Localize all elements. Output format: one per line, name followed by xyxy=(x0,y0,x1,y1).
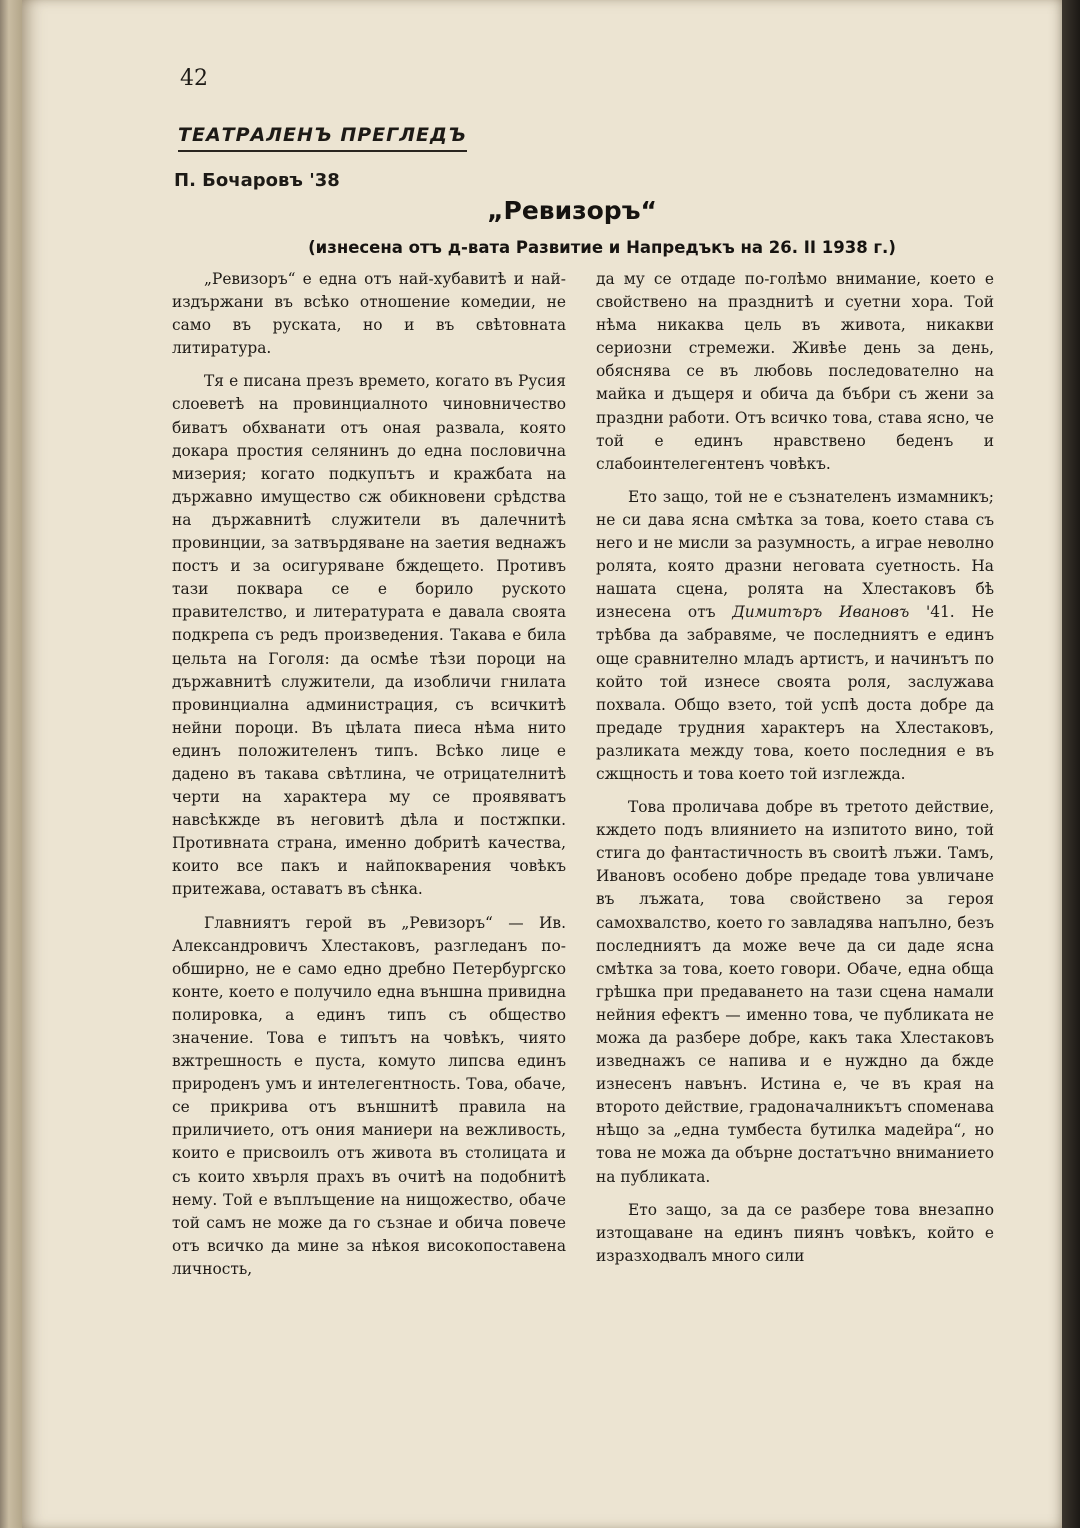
page-edge-shadow xyxy=(1062,0,1080,1528)
paragraph: Това проличава добре въ третото действие, кждето подъ влиянието на изпитото вино, той стига до фантастичность въ своитѣ лъжи. Тамъ, Ивановъ особено добре предаде това увличане въ лъжата, това свойствено за героя самохвалство, което го завладява напълно, безъ последниятъ да може вече да си даде ясна смѣтка за това, което говори. Обаче, една обща грѣшка при предаването на тази сцена намали нейния ефектъ — именно това, че публиката не можа да разбере добре, какъ така Хлестаковъ изведнажъ се напива и е нуждно да бжде изнесенъ навънъ. Истина е, че въ края на второто действие, градоначалникътъ споменава нѣщо за „една тумбеста бутилка мадейра“, но това не можа да обърне достатъчно вниманието на публиката. xyxy=(596,798,994,1186)
article-subtitle: (изнесена отъ д-вата Развитие и Напредъкъ на 26. II 1938 г.) xyxy=(308,238,896,257)
article-title: „Ревизоръ“ xyxy=(487,196,657,225)
document-page xyxy=(22,0,1062,1528)
paragraph xyxy=(596,486,994,786)
section-header: ТЕАТРАЛЕНЪ ПРЕГЛЕДЪ xyxy=(178,124,467,152)
paragraph: да му се отдаде по-голѣмо внимание, което е свойствено на празднитѣ и суетни хора. Той нѣма никаква цель въ живота, никакви сериозни стремежи. Живѣе день за день, обяснява се въ любовь последователно на майка и дъщеря и обича да бъбри съ жени за праздни работи. Отъ всичко това, става ясно, че той е единъ нравствено беденъ и слабоинтелегентенъ човѣкъ. xyxy=(596,270,994,473)
article-author: П. Бочаровъ '38 xyxy=(174,170,340,191)
page-number: 42 xyxy=(180,66,208,91)
left-column xyxy=(172,268,566,1291)
paragraph: „Ревизоръ“ е една отъ най-хубавитѣ и най-издържани въ всѣко отношение комедии, не само въ руската, но и въ свѣтовната литиратура. xyxy=(172,270,566,358)
right-column xyxy=(596,268,994,1278)
paragraph: Ето защо, за да се разбере това внезапно изтощаване на единъ пиянъ човѣкъ, който е изразходвалъ много сили xyxy=(596,1200,994,1265)
actor-name: Димитъръ Ивановъ xyxy=(732,603,910,622)
paragraph-text: '41. Не трѣбва да забравяме, че последниятъ е единъ още сравнително младъ артистъ, и начинътъ по който той изнесе своята роля, заслужава похвала. Общо взето, той успѣ доста добре да предаде трудния характеръ на Хлестаковъ, разликата между това, което последния е въ сжщность и това което той изглежда. xyxy=(596,603,994,783)
book-binding xyxy=(0,0,22,1528)
paragraph: Тя е писана презъ времето, когато въ Русия слоеветѣ на провинциалното чиновничество биватъ обхванати отъ оная развала, която докара простия селянинъ до една пословична мизерия; когато подкупътъ и кражбата на държавно имущество сж обикновени срѣдства на държавнитѣ служители въ далечнитѣ провинции, за затвърдяване на заетия веднажъ постъ и за осигуряване бждещето. Противъ тази поквара се е борило руското правителство, и литературата е давала своята подкрепа съ редъ произведения. Такава е била цельта на Гоголя: да осмѣе тѣзи пороци на държавнитѣ служители, да изобличи гнилата провинциална администрация, съ всичкитѣ нейни пороци. Въ цѣлата пиеса нѣма нито единъ положителенъ типъ. Всѣко лице е дадено въ такава свѣтлина, че отрицателнитѣ черти на характера му се проявяватъ навсѣкжде въ неговитѣ дѣла и постжпки. Противната страна, именно добритѣ качества, които все пакъ и найпокварения човѣкъ притежава, оставатъ въ сѣнка. xyxy=(172,372,566,899)
paragraph: Главниятъ герой въ „Ревизоръ“ — Ив. Александровичъ Хлестаковъ, разгледанъ по-обширно, не е само едно дребно Петербургско конте, което е получило една външна привидна полировка, а единъ типъ съ общество значение. Това е типътъ на човѣкъ, чиято вжтрешность е пуста, комуто липсва единъ природенъ умъ и интелегентность. Това, обаче, се прикрива отъ външнитѣ правила на приличието, отъ ония маниери на вежливость, които е присвоилъ отъ живота въ столицата и съ които хвърля прахъ въ очитѣ на подобнитѣ нему. Той е въплъщение на нищожество, обаче той самъ не може да го съзнае и обича повече отъ всичко да мине за нѣкоя високопоставена личность, xyxy=(172,913,566,1278)
paragraph-text: Ето защо, той не е съзнателенъ измамникъ; не си дава ясна смѣтка за това, което става съ него и не мисли за разумность, а играе неволно ролята, която дразни неговата суетность. На нашата сцена, ролята на Хлестаковъ бѣ изнесена отъ xyxy=(596,487,994,622)
